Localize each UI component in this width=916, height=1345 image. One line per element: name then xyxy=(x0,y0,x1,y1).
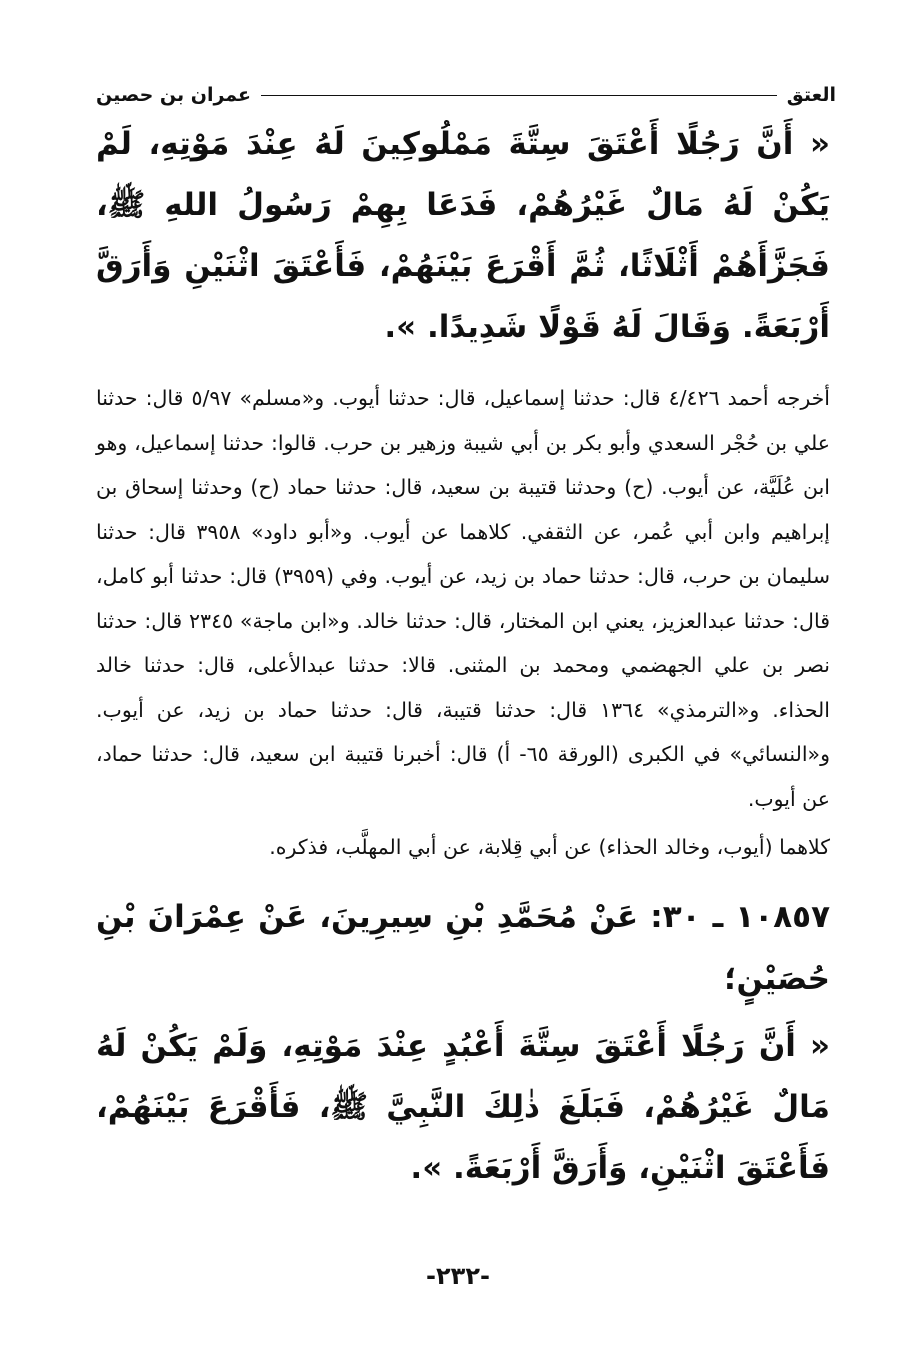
takhrij-paragraph-1: أخرجه أحمد ٤/٤٢٦ قال: حدثنا إسماعيل، قال: حدثنا أيوب. و«مسلم» ٥/٩٧ قال: حدثنا علي بن حُجْر السعدي وأبو بكر بن أبي شيبة وزهير بن حرب. قالوا: حدثنا إسماعيل، وهو ابن عُلَيَّة، عن أيوب. (ح) وحدثنا قتيبة بن سعيد، قال: حدثنا حماد (ح) وحدثنا إسحاق بن إبراهيم وابن أبي عُمر، عن الثقفي. كلاهما عن أيوب. و«أبو داود» ٣٩٥٨ قال: حدثنا سليمان بن حرب، قال: حدثنا حماد بن زيد، عن أيوب. وفي (٣٩٥٩) قال: حدثنا أبو كامل، قال: حدثنا عبدالعزيز، يعني ابن المختار، قال: حدثنا خالد. و«ابن ماجة» ٢٣٤٥ قال: حدثنا نصر بن علي الجهضمي ومحمد بن المثنى. قالا: حدثنا عبدالأعلى، قال: حدثنا خالد الحذاء. و«الترمذي» ١٣٦٤ قال: حدثنا قتيبة، قال: حدثنا حماد بن زيد، عن أيوب. و«النسائي» في الكبرى (الورقة ٦٥- أ) قال: أخبرنا قتيبة ابن سعيد، قال: حدثنا حماد، عن أيوب. xyxy=(96,386,831,811)
running-header xyxy=(96,78,836,112)
page-number: -٢٣٢- xyxy=(426,1262,490,1290)
chapter-title: العتق xyxy=(786,84,836,106)
hadith-number-line: ١٠٨٥٧ ـ ٣٠: عَنْ مُحَمَّدِ بْنِ سِيرِينَ، عَنْ عِمْرَانَ بْنِ حُصَيْنٍ؛ xyxy=(96,898,830,997)
section-title: عمران بن حصين xyxy=(96,84,251,106)
takhrij-paragraph-2: كلاهما (أيوب، وخالد الحذاء) عن أبي قِلابة، عن أبي المهلَّب، فذكره. xyxy=(269,835,830,859)
header-rule xyxy=(261,95,777,96)
hadith-text-2: « أَنَّ رَجُلًا أَعْتَقَ سِتَّةَ أَعْبُدٍ عِنْدَ مَوْتِهِ، وَلَمْ يَكُنْ لَهُ مَالٌ غَيْرُهُمْ، فَبَلَغَ ذٰلِكَ النَّبِيَّ ﷺ، فَأَقْرَعَ بَيْنَهُمْ، فَأَعْتَقَ اثْنَيْنِ، وَأَرَقَّ أَرْبَعَةً. ». xyxy=(96,1027,830,1186)
hadith-text-1: « أَنَّ رَجُلًا أَعْتَقَ سِتَّةَ مَمْلُوكِينَ لَهُ عِنْدَ مَوْتِهِ، لَمْ يَكُنْ لَهُ مَالٌ غَيْرُهُمْ، فَدَعَا بِهِمْ رَسُولُ اللهِ ﷺ، فَجَزَّأَهُمْ أَثْلَاثًا، ثُمَّ أَقْرَعَ بَيْنَهُمْ، فَأَعْتَقَ اثْنَيْنِ وَأَرَقَّ أَرْبَعَةً. وَقَالَ لَهُ قَوْلًا شَدِيدًا. ». xyxy=(96,126,830,345)
